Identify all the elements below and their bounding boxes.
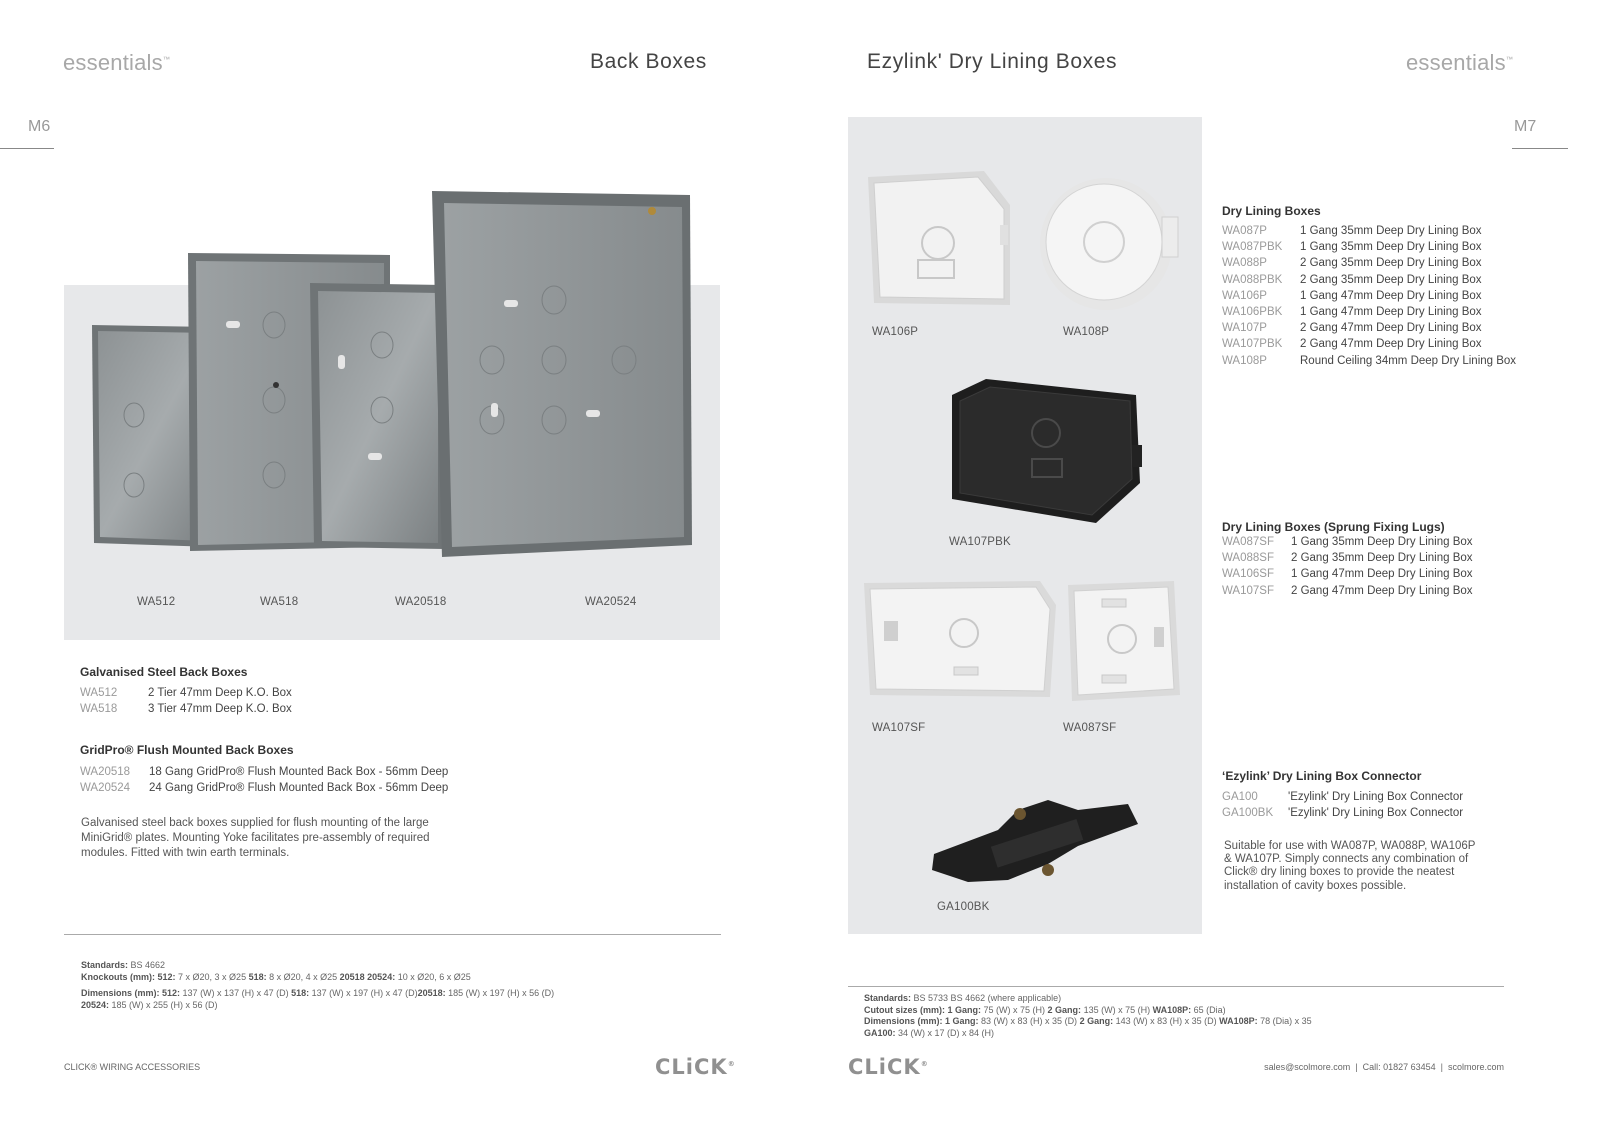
left-specifications: Standards: BS 4662 Knockouts (mm): 512: 7 x Ø20, 3 x Ø25 518: 8 x Ø20, 4 x Ø25 20518 20524: 10 x Ø20, 6 x Ø25 Dimensions (mm): 512: 137 (W) x 137 (H) x 47 (D) 518: 137 (W) x 197 (H) x 47 (D)20518: 185 (W) x 197 (H) x 56 (D) 20524: 185 (W) x 255 (H) x 56 (D) [81, 960, 555, 1010]
click-logo-left: CLiCK® [655, 1055, 736, 1079]
list-item: WA20524 24 Gang GridPro® Flush Mounted Back Box - 56mm Deep [80, 782, 449, 795]
caption-wa087sf: WA087SF [1063, 722, 1117, 734]
list-item: WA087SF 1 Gang 35mm Deep Dry Lining Box [1222, 536, 1473, 548]
left-page-number: M6 [28, 118, 51, 135]
galvanised-heading: Galvanised Steel Back Boxes [80, 665, 248, 679]
list-item: WA107SF 2 Gang 47mm Deep Dry Lining Box [1222, 584, 1473, 597]
sprung-heading: Dry Lining Boxes (Sprung Fixing Lugs) [1222, 520, 1445, 534]
list-item: WA106P 1 Gang 47mm Deep Dry Lining Box [1222, 289, 1482, 302]
caption-wa518: WA518 [260, 596, 299, 608]
right-brand: essentials™ [1406, 50, 1514, 75]
contact-details: sales@scolmore.com | Call: 01827 63454 | scolmore.com [1264, 1062, 1504, 1072]
list-item: WA106SF 1 Gang 47mm Deep Dry Lining Box [1222, 568, 1473, 581]
left-page-rule [0, 148, 54, 149]
caption-wa20524: WA20524 [585, 596, 637, 608]
list-item: WA518 3 Tier 47mm Deep K.O. Box [80, 703, 292, 716]
list-item: WA087P 1 Gang 35mm Deep Dry Lining Box [1222, 225, 1482, 237]
connector-heading: ‘Ezylink’ Dry Lining Box Connector [1222, 769, 1422, 783]
list-item: WA087PBK 1 Gang 35mm Deep Dry Lining Box [1222, 241, 1482, 254]
list-item: WA088SF 2 Gang 35mm Deep Dry Lining Box [1222, 552, 1473, 565]
list-item: WA106PBK 1 Gang 47mm Deep Dry Lining Box [1222, 306, 1482, 319]
left-footer: CLICK® WIRING ACCESSORIES [64, 1062, 201, 1072]
ga100bk-image [928, 790, 1148, 890]
caption-wa107sf: WA107SF [872, 722, 926, 734]
left-page-title: Back Boxes [590, 50, 707, 73]
sprung-list [1222, 534, 1473, 599]
connector-note: Suitable for use with WA087P, WA088P, WA106P & WA107P. Simply connects any combination of Click® dry lining boxes to provide the neatest installation of cavity boxes possible. [1224, 840, 1476, 892]
list-item: WA088PBK 2 Gang 35mm Deep Dry Lining Box [1222, 273, 1482, 286]
list-item: WA088P 2 Gang 35mm Deep Dry Lining Box [1222, 257, 1482, 270]
wa106p-image [860, 165, 1020, 315]
dry-lining-list [1222, 223, 1516, 369]
left-spec-rule [64, 934, 721, 935]
gridpro-heading: GridPro® Flush Mounted Back Boxes [80, 743, 294, 757]
right-spec-rule [848, 986, 1504, 987]
caption-wa106p: WA106P [872, 326, 919, 338]
list-item: GA100BK 'Ezylink' Dry Lining Box Connector [1222, 807, 1464, 820]
right-page-title: Ezylink' Dry Lining Boxes [867, 50, 1118, 73]
caption-wa20518: WA20518 [395, 596, 447, 608]
caption-wa107pbk: WA107PBK [949, 536, 1011, 548]
wa107pbk-image [946, 375, 1156, 535]
wa087sf-image [1062, 577, 1192, 712]
wa108p-image [1036, 172, 1206, 317]
wa107sf-image [860, 575, 1060, 705]
connector-list [1222, 789, 1463, 821]
dry-lining-heading: Dry Lining Boxes [1222, 204, 1321, 218]
left-brand: essentials™ [63, 50, 171, 75]
gridpro-list [80, 764, 448, 796]
galvanised-list [80, 685, 292, 717]
list-item: WA20518 18 Gang GridPro® Flush Mounted Back Box - 56mm Deep [80, 766, 449, 778]
right-page-number: M7 [1514, 118, 1537, 135]
right-specifications: Standards: BS 5733 BS 4662 (where applicable) Cutout sizes (mm): 1 Gang: 75 (W) x 75 (H) 2 Gang: 135 (W) x 75 (H) WA108P: 65 (Dia) Dimensions (mm): 1 Gang: 83 (W) x 83 (H) x 35 (D) 2 Gang: 143 (W) x 83 (H) x 35 (D) WA108P: 78 (Dia) x 35 GA100: 34 (W) x 17 (D) x 84 (H) [864, 993, 1312, 1038]
back-boxes-description: Galvanised steel back boxes supplied for flush mounting of the large MiniGrid® plates. Mounting Yoke facilitates pre-assembly of required modules. Fitted with twin earth terminals. [81, 817, 430, 859]
list-item: WA108P Round Ceiling 34mm Deep Dry Lining Box [1222, 354, 1517, 367]
caption-ga100bk: GA100BK [937, 901, 990, 913]
click-logo-right: CLiCK® [848, 1055, 929, 1079]
list-item: WA107PBK 2 Gang 47mm Deep Dry Lining Box [1222, 338, 1482, 351]
caption-wa108p: WA108P [1063, 326, 1110, 338]
caption-wa512: WA512 [137, 596, 176, 608]
right-page-rule [1512, 148, 1568, 149]
galvanised-back-boxes-image [64, 185, 724, 575]
list-item: WA512 2 Tier 47mm Deep K.O. Box [80, 687, 292, 699]
list-item: GA100 'Ezylink' Dry Lining Box Connector [1222, 791, 1464, 803]
list-item: WA107P 2 Gang 47mm Deep Dry Lining Box [1222, 322, 1482, 335]
